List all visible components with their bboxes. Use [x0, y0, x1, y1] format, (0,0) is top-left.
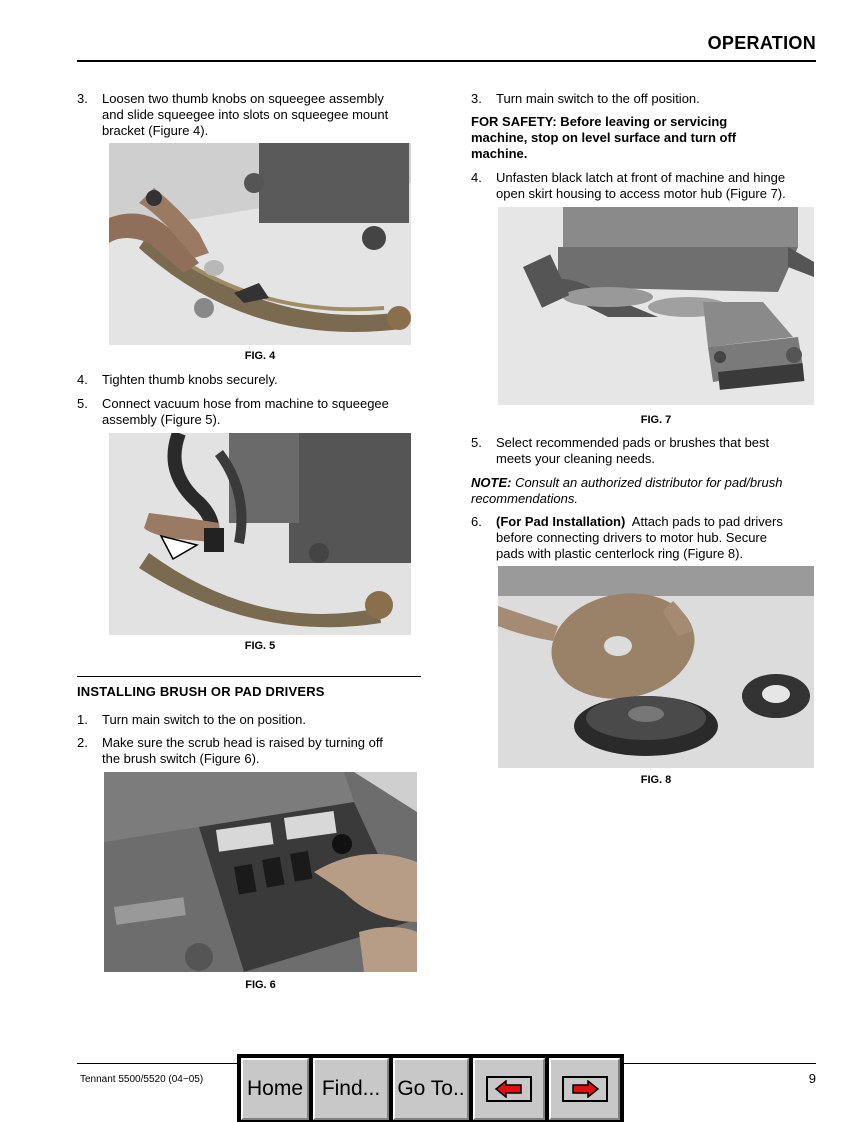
- figure-6-caption: FIG. 6: [245, 979, 276, 991]
- step-text-line: Tighten thumb knobs securely.: [102, 372, 278, 387]
- arrow-left-icon: [494, 1080, 524, 1098]
- step-text-line: the brush switch (Figure 6).: [102, 751, 260, 766]
- section-rule: [77, 676, 421, 677]
- step-number: 3.: [471, 91, 482, 106]
- section-title: INSTALLING BRUSH OR PAD DRIVERS: [77, 684, 325, 699]
- figure-5-caption: FIG. 5: [244, 640, 276, 652]
- step-text-line: Loosen two thumb knobs on squeegee assembly: [102, 91, 384, 106]
- note-text: Consult an authorized distributor for pad/brush: [511, 475, 783, 490]
- figure-4-photo: [109, 143, 411, 345]
- step-bold-text: (For Pad Installation): [496, 514, 626, 529]
- step-text-line: meets your cleaning needs.: [496, 451, 655, 466]
- note: [471, 475, 816, 507]
- step-number: 5.: [77, 396, 88, 411]
- safety-warning: [471, 114, 816, 162]
- step-number: 6.: [471, 514, 482, 529]
- arrow-right-icon: [570, 1080, 600, 1098]
- figure-7-photo: [498, 207, 814, 405]
- step-number: 4.: [77, 372, 88, 387]
- goto-button[interactable]: Go To..: [393, 1058, 469, 1120]
- step-number: 5.: [471, 435, 482, 450]
- step-number: 2.: [77, 735, 88, 750]
- step-text-line: Make sure the scrub head is raised by turning off: [102, 735, 383, 750]
- figure-4-caption: FIG. 4: [244, 350, 276, 362]
- previous-page-icon-frame: [486, 1076, 532, 1102]
- next-page-button[interactable]: [549, 1058, 620, 1120]
- home-button[interactable]: Home: [241, 1058, 309, 1120]
- step-text-line: Connect vacuum hose from machine to squeegee: [102, 396, 389, 411]
- safety-line: machine, stop on level surface and turn off: [471, 130, 737, 145]
- header-rule: [77, 60, 816, 62]
- step-text-line: pads with plastic centerlock ring (Figure 8).: [496, 546, 744, 561]
- safety-line: machine.: [471, 146, 528, 161]
- find-button[interactable]: Find...: [313, 1058, 389, 1120]
- page-number: 9: [808, 1071, 816, 1086]
- document-label: Tennant 5500/5520 (04−05): [80, 1074, 204, 1085]
- note-label: NOTE:: [471, 475, 512, 490]
- step-text-line: Turn main switch to the on position.: [102, 712, 307, 727]
- page-title: OPERATION: [707, 33, 816, 53]
- step-number: 1.: [77, 712, 88, 727]
- footer-rule: [623, 1063, 816, 1064]
- step-text-line: assembly (Figure 5).: [102, 412, 221, 427]
- step-text-line: and slide squeegee into slots on squeegee mount: [102, 107, 389, 122]
- footer-rule: [77, 1063, 239, 1064]
- step-text-line: Unfasten black latch at front of machine and hinge: [496, 170, 786, 185]
- note-text: recommendations.: [471, 491, 578, 506]
- previous-page-button[interactable]: [473, 1058, 545, 1120]
- step-text-line: Select recommended pads or brushes that best: [496, 435, 770, 450]
- next-page-icon-frame: [562, 1076, 608, 1102]
- step-text-line: open skirt housing to access motor hub (Figure 7).: [496, 186, 786, 201]
- figure-7-caption: FIG. 7: [640, 414, 672, 426]
- figure-5-photo: [109, 433, 411, 635]
- pdf-navigation-bar: [237, 1054, 624, 1122]
- step-number: 3.: [77, 91, 88, 106]
- step-text-line: before connecting drivers to motor hub. Secure: [496, 530, 767, 545]
- safety-line: FOR SAFETY: Before leaving or servicing: [471, 114, 728, 129]
- step-text-line: bracket (Figure 4).: [102, 123, 209, 138]
- figure-6-photo: [104, 772, 417, 972]
- figure-8-photo: [498, 566, 814, 768]
- figure-8-caption: FIG. 8: [640, 774, 672, 786]
- step-number: 4.: [471, 170, 482, 185]
- step-text-line: Attach pads to pad drivers: [625, 514, 783, 529]
- step-text-line: Turn main switch to the off position.: [496, 91, 700, 106]
